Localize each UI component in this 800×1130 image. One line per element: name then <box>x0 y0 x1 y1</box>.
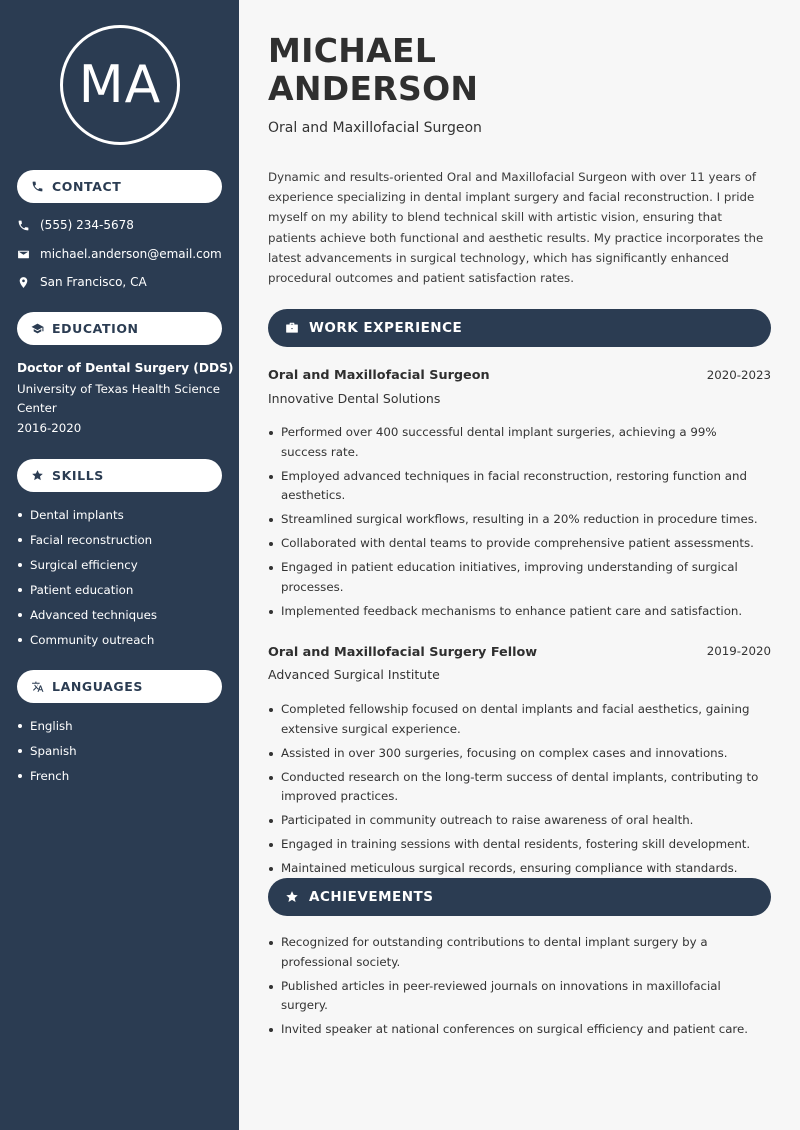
languages-list <box>17 719 77 794</box>
job-2-bullets <box>268 700 763 883</box>
education-school-line1: University of Texas Health Science <box>17 382 220 396</box>
skill-item: Surgical efficiency <box>17 558 157 583</box>
languages-heading <box>17 670 222 703</box>
language-item: French <box>17 769 77 794</box>
list-item: Collaborated with dental teams to provide comprehensive patient assessments. <box>268 534 763 554</box>
languages-heading-label: LANGUAGES <box>52 679 144 694</box>
list-item: Streamlined surgical workflows, resulting in a 20% reduction in procedure times. <box>268 510 763 530</box>
education-heading <box>17 312 222 345</box>
star-icon <box>31 469 44 482</box>
education-years: 2016-2020 <box>17 421 82 435</box>
list-item: Recognized for outstanding contributions to dental implant surgery by a professional society. <box>268 933 763 972</box>
education-heading-label: EDUCATION <box>52 321 139 336</box>
list-item: Performed over 400 successful dental implant surgeries, achieving a 99% success rate. <box>268 423 763 462</box>
job-2-title: Oral and Maxillofacial Surgery Fellow <box>268 645 538 660</box>
email-address[interactable]: michael.anderson@email.com <box>40 247 222 261</box>
list-item: Participated in community outreach to raise awareness of oral health. <box>268 811 763 831</box>
name-first: MICHAEL <box>268 31 437 70</box>
star-icon <box>285 890 299 904</box>
job-1-bullets <box>268 423 763 626</box>
achievements-heading <box>268 878 771 916</box>
graduation-cap-icon <box>31 322 44 335</box>
skill-item: Community outreach <box>17 633 157 658</box>
briefcase-icon <box>285 321 299 335</box>
list-item: Engaged in training sessions with dental residents, fostering skill development. <box>268 835 763 855</box>
candidate-name <box>268 32 478 108</box>
job-1-title: Oral and Maxillofacial Surgeon <box>268 368 490 383</box>
list-item: Implemented feedback mechanisms to enhance patient care and satisfaction. <box>268 602 763 622</box>
skill-item: Facial reconstruction <box>17 533 157 558</box>
skill-item: Dental implants <box>17 508 157 533</box>
list-item: Engaged in patient education initiatives, improving understanding of surgical processes. <box>268 558 763 597</box>
phone-number: (555) 234-5678 <box>40 218 134 232</box>
envelope-icon <box>17 248 30 261</box>
skill-item: Patient education <box>17 583 157 608</box>
list-item: Completed fellowship focused on dental implants and facial aesthetics, gaining extensive surgical experience. <box>268 700 763 739</box>
list-item: Maintained meticulous surgical records, ensuring compliance with standards. <box>268 859 763 879</box>
skills-heading-label: SKILLS <box>52 468 104 483</box>
job-1-org: Innovative Dental Solutions <box>268 391 441 406</box>
job-1-dates: 2020-2023 <box>706 368 771 382</box>
contact-location <box>17 275 147 289</box>
education-school-line2: Center <box>17 401 57 415</box>
candidate-title: Oral and Maxillofacial Surgeon <box>268 120 482 136</box>
work-experience-heading <box>268 309 771 347</box>
education-degree: Doctor of Dental Surgery (DDS) <box>17 361 234 375</box>
contact-heading <box>17 170 222 203</box>
language-item: English <box>17 719 77 744</box>
phone-icon <box>31 180 44 193</box>
phone-icon <box>17 219 30 232</box>
monogram-avatar: MA <box>60 25 180 145</box>
job-2-org: Advanced Surgical Institute <box>268 667 440 682</box>
contact-heading-label: CONTACT <box>52 179 122 194</box>
list-item: Conducted research on the long-term success of dental implants, contributing to improved practices. <box>268 768 763 807</box>
work-experience-heading-label: WORK EXPERIENCE <box>309 320 463 336</box>
map-pin-icon <box>17 276 30 289</box>
contact-email[interactable] <box>17 247 222 261</box>
achievements-bullets <box>268 933 763 1044</box>
contact-phone <box>17 218 134 232</box>
translate-icon <box>31 680 44 693</box>
list-item: Assisted in over 300 surgeries, focusing on complex cases and innovations. <box>268 744 763 764</box>
list-item: Employed advanced techniques in facial reconstruction, restoring function and aesthetics. <box>268 467 763 506</box>
achievements-heading-label: ACHIEVEMENTS <box>309 889 434 905</box>
list-item: Published articles in peer-reviewed journals on innovations in maxillofacial surgery. <box>268 977 763 1016</box>
language-item: Spanish <box>17 744 77 769</box>
skills-list <box>17 508 157 658</box>
skill-item: Advanced techniques <box>17 608 157 633</box>
skills-heading <box>17 459 222 492</box>
location-text: San Francisco, CA <box>40 275 147 289</box>
job-2-dates: 2019-2020 <box>706 644 771 658</box>
list-item: Invited speaker at national conferences on surgical efficiency and patient care. <box>268 1020 763 1040</box>
sidebar <box>0 0 239 1130</box>
profile-summary: Dynamic and results-oriented Oral and Maxillofacial Surgeon with over 11 years of experience specializing in dental implant surgery and facial reconstruction. I pride myself on my ability to blend technical skill with artistic vision, ensuring that patients achieve both functional and aesthetic results. My practice incorporates the latest advancements in surgical technology, which has significantly enhanced procedural outcomes and patient satisfaction rates. <box>268 170 764 286</box>
name-last: ANDERSON <box>268 69 479 108</box>
